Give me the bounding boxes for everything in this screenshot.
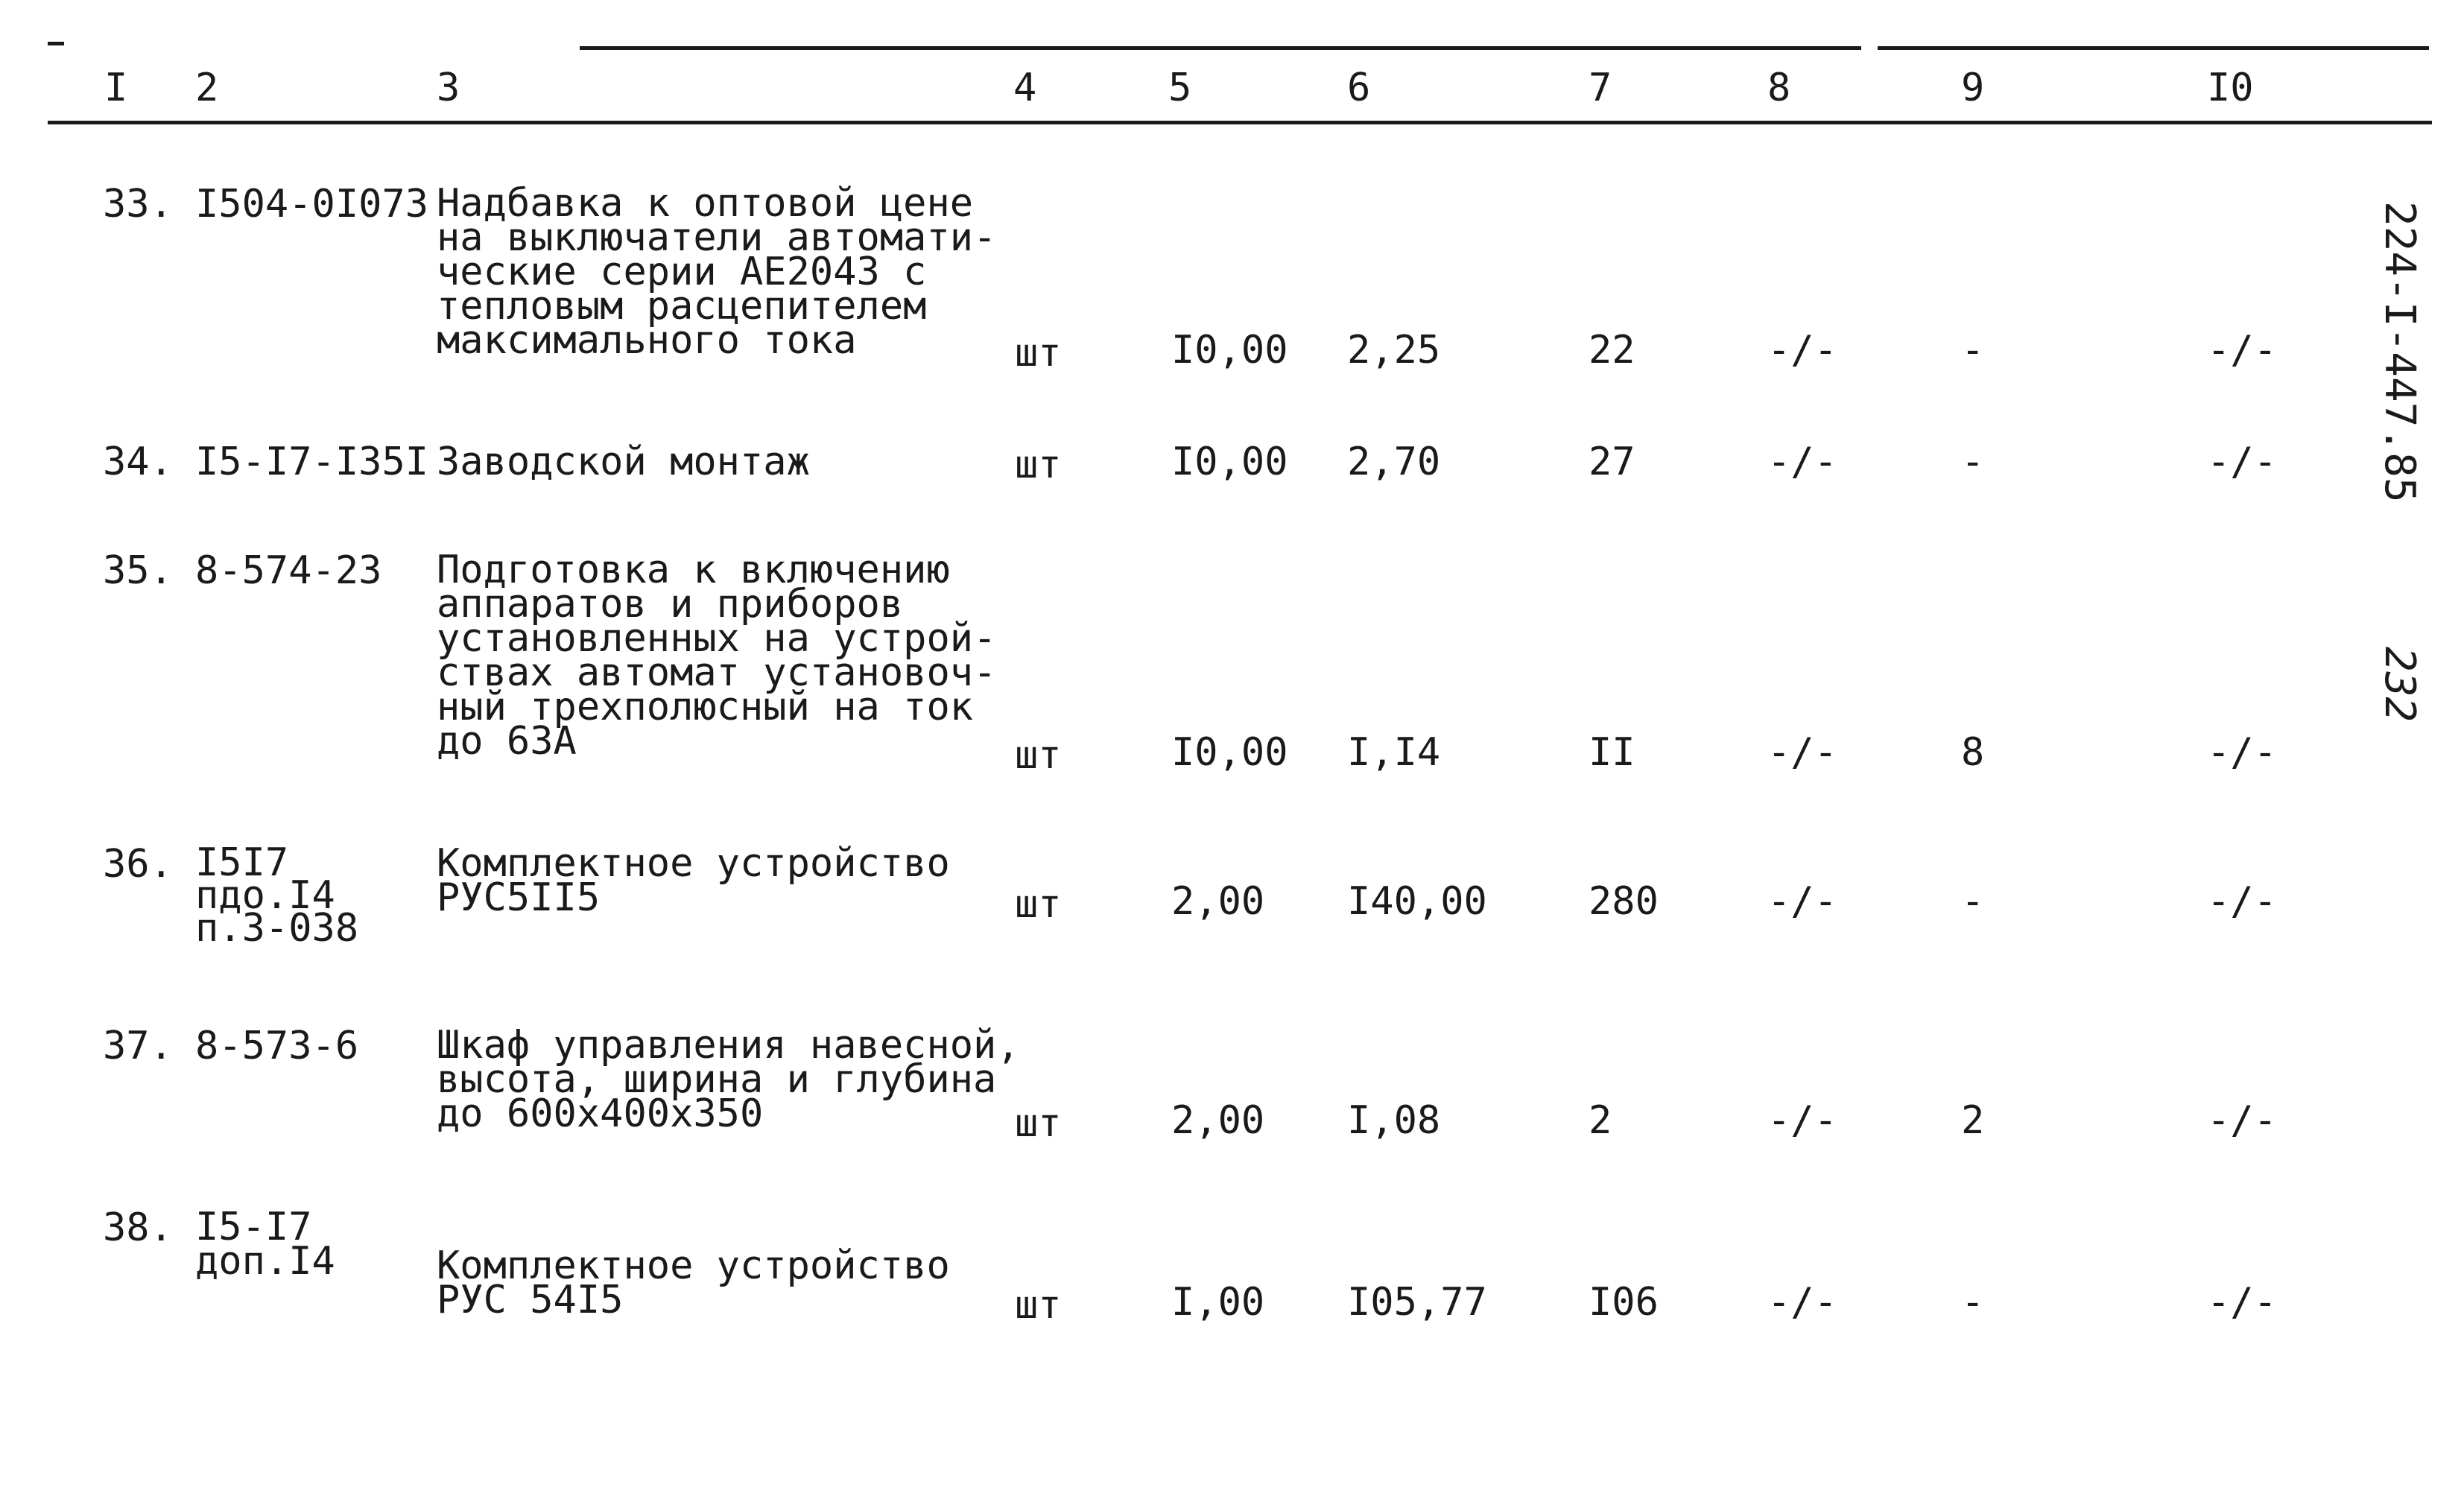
column-header-2: 2	[195, 66, 219, 110]
column-header-1: I	[104, 66, 128, 110]
row-col8: -/-	[1767, 879, 1837, 924]
row-col7: 280	[1589, 879, 1659, 924]
row-unit: шт	[1015, 882, 1062, 927]
row-col10: -/-	[2207, 730, 2277, 775]
row-col10: -/-	[2207, 1098, 2277, 1143]
row-number: 33.	[103, 182, 173, 226]
row-col6: I,08	[1347, 1098, 1441, 1143]
row-code: 8-574-23	[195, 548, 382, 593]
header-rule-right	[1851, 121, 2432, 124]
row-col6: 2,70	[1347, 440, 1441, 484]
row-quantity: I0,00	[1171, 730, 1288, 775]
row-quantity: I,00	[1171, 1280, 1265, 1325]
row-description: Комплектное устройство РУС 54I5	[437, 1243, 950, 1322]
column-header-3: 3	[437, 66, 460, 110]
row-col9: -	[1961, 328, 1985, 373]
row-number: 37.	[103, 1024, 173, 1068]
row-col10: -/-	[2207, 440, 2277, 484]
row-col8: -/-	[1767, 328, 1837, 373]
row-col6: 2,25	[1347, 328, 1441, 373]
column-header-5: 5	[1168, 66, 1192, 110]
row-code: I5-I7-I35I	[195, 440, 429, 484]
top-rule-long-right	[1878, 46, 2429, 50]
row-col8: -/-	[1767, 1098, 1837, 1143]
row-col8: -/-	[1767, 1280, 1837, 1325]
row-number: 34.	[103, 440, 173, 484]
row-col7: II	[1589, 730, 1635, 775]
row-col9: 8	[1961, 730, 1985, 775]
row-col6: I,I4	[1347, 730, 1441, 775]
page-number: 232	[2375, 647, 2424, 723]
row-col6: I05,77	[1347, 1280, 1487, 1325]
top-rule-short	[48, 42, 64, 45]
row-code: 8-573-6	[195, 1024, 359, 1068]
row-col8: -/-	[1767, 730, 1837, 775]
row-number: 35.	[103, 548, 173, 593]
row-quantity: I0,00	[1171, 328, 1288, 373]
row-unit: шт	[1015, 733, 1062, 778]
column-header-7: 7	[1589, 66, 1612, 110]
row-quantity: 2,00	[1171, 1098, 1265, 1143]
row-description: Надбавка к оптовой цене на выключатели автомати- ческие серии АЕ2043 с тепловым расцепителем максимального тока	[437, 181, 997, 363]
row-col9: -	[1961, 440, 1985, 484]
row-description: Заводской монтаж	[437, 440, 810, 484]
header-rule-left	[48, 121, 1851, 124]
row-number: 36.	[103, 842, 173, 887]
row-col7: I06	[1589, 1280, 1659, 1325]
row-unit: шт	[1015, 443, 1062, 487]
row-quantity: I0,00	[1171, 440, 1288, 484]
row-code: I5I7 пдо.I4 п.3-038	[195, 840, 359, 951]
row-unit: шт	[1015, 331, 1062, 375]
document-code: 224-I-447.85	[2375, 201, 2424, 503]
row-col7: 22	[1589, 328, 1635, 373]
row-description: Подготовка к включению аппаратов и приборов установленных на устрой- ствах автомат установоч- ный трехполюсный на ток до 63А	[437, 548, 997, 764]
row-number: 38.	[103, 1205, 173, 1250]
column-header-4: 4	[1013, 66, 1037, 110]
row-col6: I40,00	[1347, 879, 1487, 924]
column-header-9: 9	[1961, 66, 1985, 110]
row-code: I504-0I073	[195, 182, 429, 226]
row-col10: -/-	[2207, 328, 2277, 373]
row-col10: -/-	[2207, 879, 2277, 924]
row-col9: -	[1961, 1280, 1985, 1325]
row-unit: шт	[1015, 1283, 1062, 1328]
top-rule-long-left	[580, 46, 1861, 50]
column-header-10: I0	[2207, 66, 2254, 110]
row-code: I5-I7 доп.I4	[195, 1205, 335, 1284]
row-unit: шт	[1015, 1101, 1062, 1146]
row-col10: -/-	[2207, 1280, 2277, 1325]
row-col9: -	[1961, 879, 1985, 924]
row-col9: 2	[1961, 1098, 1985, 1143]
row-col7: 2	[1589, 1098, 1612, 1143]
row-description: Комплектное устройство РУС5II5	[437, 841, 950, 920]
row-description: Шкаф управления навесной, высота, ширина и глубина до 600x400x350	[437, 1023, 1020, 1136]
row-col7: 27	[1589, 440, 1635, 484]
column-header-8: 8	[1767, 66, 1791, 110]
row-col8: -/-	[1767, 440, 1837, 484]
row-quantity: 2,00	[1171, 879, 1265, 924]
column-header-6: 6	[1347, 66, 1371, 110]
